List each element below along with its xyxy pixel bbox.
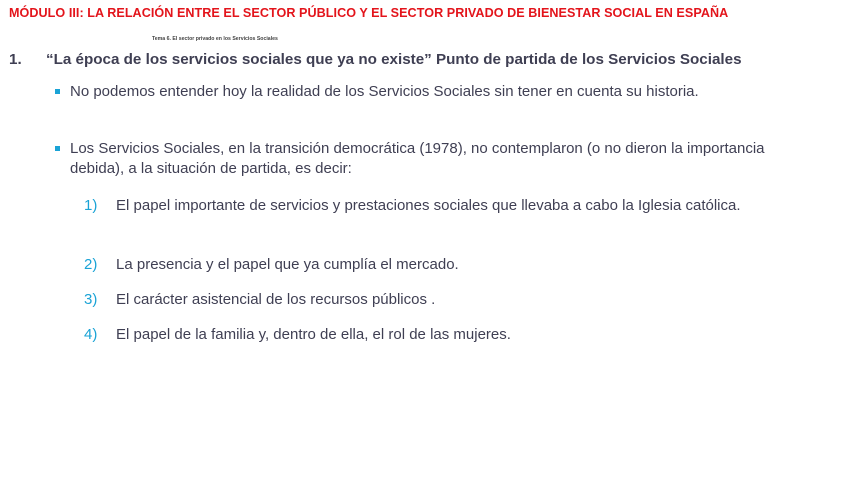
numbered-item-text: El papel de la familia y, dentro de ella, el rol de las mujeres. [116,326,511,343]
numbered-item-text: El papel importante de servicios y prestaciones sociales que llevaba a cabo la Iglesia católica. [116,197,741,214]
numbered-item [84,325,784,345]
square-bullet-icon [55,146,60,151]
numbered-item-number: 1) [84,197,98,214]
bullet-text: No podemos entender hoy la realidad de los Servicios Sociales sin tener en cuenta su historia. [70,83,699,100]
numbered-item-number: 4) [84,326,98,343]
section-heading [9,51,742,68]
numbered-item-text: El carácter asistencial de los recursos públicos . [116,291,436,308]
slide-subtitle: Tema 6. El sector privado en los Servicios Sociales [152,36,278,42]
bullet-item [55,139,775,179]
numbered-item [84,255,784,275]
bullet-text: Los Servicios Sociales, en la transición democrática (1978), no contemplaron (o no dieron la importancia debida), a la situación de partida, es decir: [70,140,765,177]
square-bullet-icon [55,89,60,94]
numbered-item-number: 2) [84,256,98,273]
section-heading-text: “La época de los servicios sociales que ya no existe” Punto de partida de los Servicios Sociales [46,51,742,68]
numbered-item [84,290,784,310]
numbered-item-number: 3) [84,291,98,308]
numbered-item-text: La presencia y el papel que ya cumplía el mercado. [116,256,459,273]
module-title: MÓDULO III: LA RELACIÓN ENTRE EL SECTOR PÚBLICO Y EL SECTOR PRIVADO DE BIENESTAR SOCIAL EN ESPAÑA [9,6,729,20]
numbered-item [84,196,784,216]
section-heading-number: 1. [9,51,22,68]
bullet-item [55,82,775,102]
